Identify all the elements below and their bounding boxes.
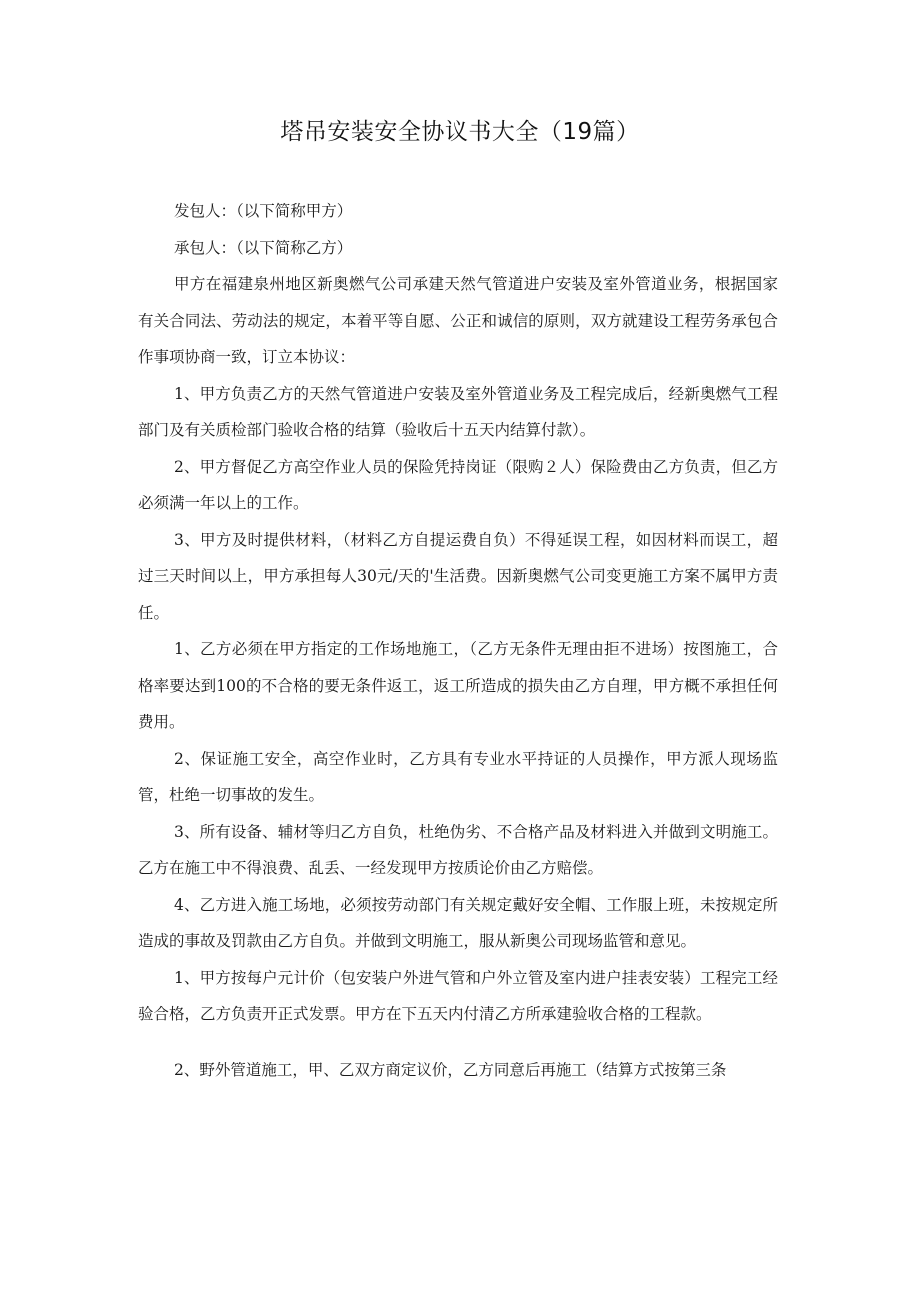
clause-paragraph: 3、所有设备、辅材等归乙方自负，杜绝伪劣、不合格产品及材料进入并做到文明施工。乙方在施工中不得浪费、乱丢、一经发现甲方按质论价由乙方赔偿。 xyxy=(138,822,778,877)
document-body xyxy=(138,193,778,1088)
clause-paragraph: 2、甲方督促乙方高空作业人员的保险凭持岗证（限购２人）保险费由乙方负责，但乙方必须满一年以上的工作。 xyxy=(138,457,778,512)
clause-paragraph: 1、甲方按每户元计价（包安装户外进气管和户外立管及室内进户挂表安装）工程完工经验合格，乙方负责开正式发票。甲方在下五天内付清乙方所承建验收合格的工程款。 xyxy=(138,968,778,1023)
clause-paragraph: 1、甲方负责乙方的天然气管道进户安装及室外管道业务及工程完成后，经新奥燃气工程部门及有关质检部门验收合格的结算（验收后十五天内结算付款）。 xyxy=(138,384,778,439)
party-b-line: 承包人：（以下简称乙方） xyxy=(174,238,353,257)
preamble-paragraph: 甲方在福建泉州地区新奥燃气公司承建天然气管道进户安装及室外管道业务，根据国家有关合同法、劳动法的规定，本着平等自愿、公正和诚信的原则，双方就建设工程劳务承包合作事项协商一致，订立本协议： xyxy=(138,275,778,366)
clause-paragraph: 1、乙方必须在甲方指定的工作场地施工，（乙方无条件无理由拒不进场）按图施工，合格率要达到100的不合格的要无条件返工，返工所造成的损失由乙方自理，甲方概不承担任何费用。 xyxy=(138,640,778,731)
clause-paragraph: 4、乙方进入施工场地，必须按劳动部门有关规定戴好安全帽、工作服上班，未按规定所造成的事故及罚款由乙方自负。并做到文明施工，服从新奥公司现场监管和意见。 xyxy=(138,895,778,950)
clause-paragraph: 3、甲方及时提供材料，（材料乙方自提运费自负）不得延误工程，如因材料而误工，超过三天时间以上，甲方承担每人30元/天的'生活费。因新奥燃气公司变更施工方案不属甲方责任。 xyxy=(138,530,778,622)
clause-paragraph: 2、野外管道施工，甲、乙双方商定议价，乙方同意后再施工（结算方式按第三条 xyxy=(174,1060,727,1079)
document-title: 塔吊安装安全协议书大全（19篇） xyxy=(280,119,640,145)
party-a-line: 发包人：（以下简称甲方） xyxy=(174,202,353,220)
clause-paragraph: 2、保证施工安全，高空作业时，乙方具有专业水平持证的人员操作，甲方派人现场监管，杜绝一切事故的发生。 xyxy=(138,749,778,804)
